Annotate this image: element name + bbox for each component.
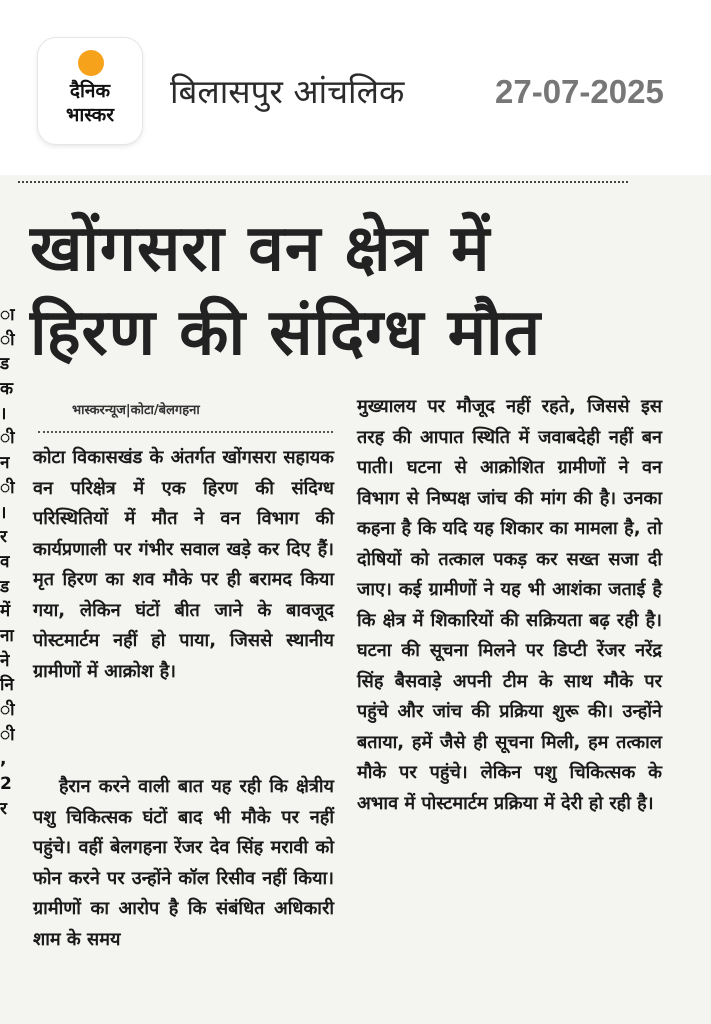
fragment-line: । [0, 502, 7, 523]
fragment-line: र [0, 798, 7, 819]
article-column-2 [357, 392, 662, 819]
fragment-line: ी [0, 700, 15, 720]
fragment-line: ी [0, 329, 15, 350]
edition-title: बिलासपुर आंचलिक [170, 72, 405, 111]
fragment-line: ी [0, 428, 15, 449]
fragment-line: ड [0, 576, 10, 597]
logo-text-line1: दैनिक [69, 80, 111, 102]
article-column-1-continued [33, 772, 334, 955]
sun-icon [78, 50, 104, 76]
fragment-line: र [0, 527, 7, 548]
newspaper-clipping [0, 175, 711, 1024]
paragraph-2: हैरान करने वाली बात यह रही कि क्षेत्रीय पशु चिकित्सक घंटों बाद भी मौके पर नहीं पहुंचे। वहीं बेलगहना रेंजर देव सिंह मरावी को फोन करने पर उन्होंने कॉल रिसीव नहीं किया। ग्रामीणों का आरोप है कि संबंधित अधिकारी शाम के समय [33, 776, 334, 950]
fragment-line: क [0, 379, 14, 400]
fragment-line: न [0, 453, 10, 474]
paragraph-3: मुख्यालय पर मौजूद नहीं रहते, जिससे इस तरह की आपात स्थिति में जवाबदेही नहीं बन पाती। घटना से आक्रोशित ग्रामीणों ने वन विभाग से निष्पक्ष जांच की मांग की है। उनका कहना है कि यदि यह शिकार का मामला है, तो दोषियों को तत्काल पकड़ कर सख्त सजा दी जाए। कई ग्रामीणों ने यह भी आशंका जताई है कि क्षेत्र में शिकारियों की सक्रियता बढ़ रही है। घटना की सूचना मिलने पर डिप्टी रेंजर नरेंद्र सिंह बैसवाड़े अपनी टीम के साथ मौके पर पहुंचे और जांच की प्रक्रिया शुरू की। उन्होंने बताया, हमें जैसे ही सूचना मिली, हम तत्काल मौके पर पहुंचे। लेकिन पशु चिकित्सक के अभाव में पोस्टमार्टम प्रक्रिया में देरी हो रही है। [357, 396, 662, 814]
fragment-line: व [0, 551, 10, 572]
fragment-line: ड [0, 354, 10, 375]
headline-line-2: हिरण की संदिग्ध मौत [30, 296, 542, 370]
fragment-line: । [0, 403, 7, 424]
fragment-line: में [0, 601, 11, 622]
dainik-bhaskar-logo[interactable] [38, 38, 142, 144]
logo-text-line2: भास्कर [65, 104, 115, 126]
fragment-line: ने [0, 650, 10, 671]
fragment-line: ी [0, 477, 15, 498]
headline-line-1: खोंगसरा वन क्षेत्र में [30, 212, 491, 286]
byline-divider [38, 431, 333, 433]
fragment-line: नि [0, 675, 14, 696]
article-column-1 [33, 443, 334, 687]
paragraph-1: कोटा विकासखंड के अंतर्गत खोंगसरा सहायक वन परिक्षेत्र में एक हिरण की संदिग्ध परिस्थितियों में मौत ने वन विभाग की कार्यप्रणाली पर गंभीर सवाल खड़े कर दिए हैं। मृत हिरण का शव मौके पर ही बरामद किया गया, लेकिन घंटों बीत जाने के बावजूद पोस्टमार्टम नहीं हो पाया, जिससे स्थानीय ग्रामीणों में आक्रोश है। [33, 447, 334, 682]
fragment-line: ा [0, 305, 15, 325]
article-headline [30, 207, 630, 375]
adjacent-column-fragment [0, 303, 16, 821]
fragment-line: ना [0, 625, 14, 646]
top-divider [18, 181, 628, 183]
fragment-line: 2 [0, 774, 12, 795]
app-header [0, 0, 711, 175]
edition-date: 27-07-2025 [495, 73, 664, 110]
article-byline: भास्करन्यूज|कोटा/बेलगहना [72, 403, 200, 418]
fragment-line: , [0, 749, 7, 770]
fragment-line: ी [0, 724, 15, 745]
